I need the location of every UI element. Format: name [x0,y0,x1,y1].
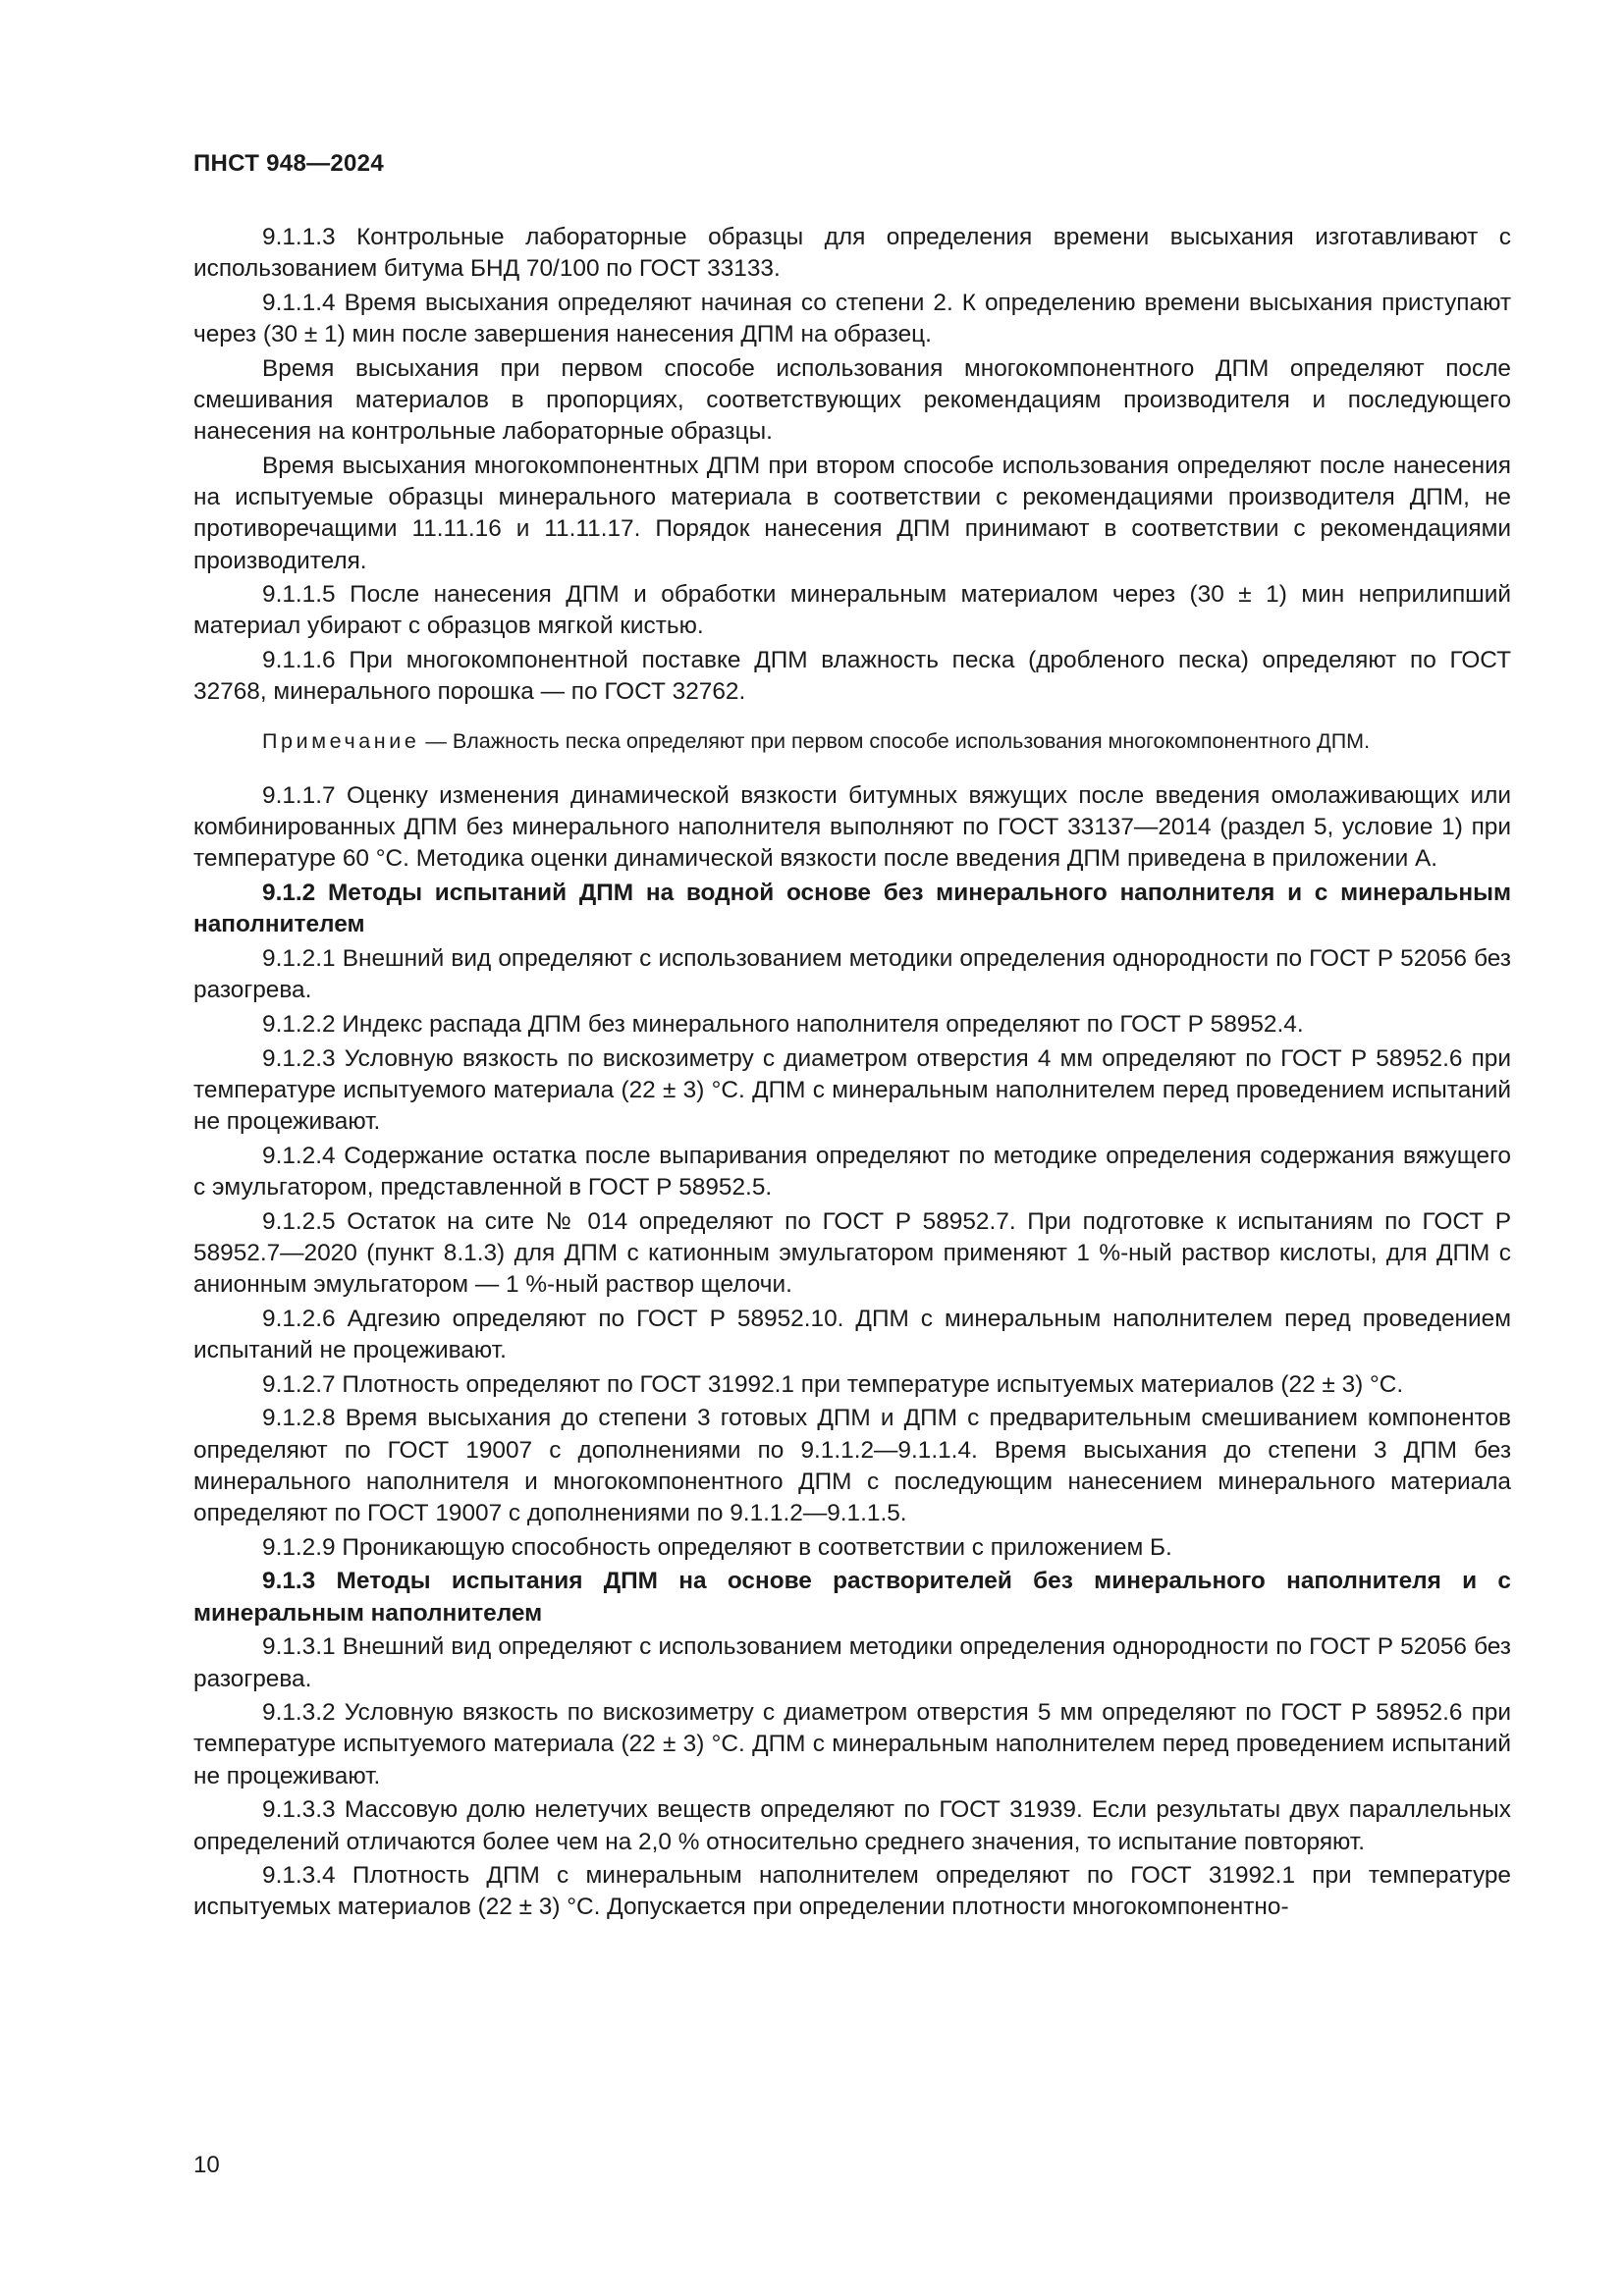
paragraph: 9.1.2.1 Внешний вид определяют с использованием методики определения однородности по ГОСТ Р 52056 без разогрева. [193,945,1511,1004]
paragraph: 9.1.3.1 Внешний вид определяют с использованием методики определения однородности по ГОСТ Р 52056 без разогрева. [193,1633,1511,1692]
section-heading: 9.1.2 Методы испытаний ДПМ на водной основе без минерального наполнителя и с минеральным наполнителем [193,880,1511,938]
paragraph: Время высыхания многокомпонентных ДПМ при втором способе использования определяют после нанесения на испытуемые образцы минерального материала в соответствии с рекомендациями производителя ДПМ, не противоречащими 11.11.16 и 11.11.17. Порядок нанесения ДПМ принимают в соответствии с рекомендациями производителя. [193,452,1511,574]
paragraph: 9.1.3.4 Плотность ДПМ с минеральным наполнителем определяют по ГОСТ 31992.1 при температуре испытуемых материалов (22 ± 3) °С. Допускается при определении плотности многокомпонентно- [193,1862,1511,1921]
document-code-header: ПНСТ 948—2024 [193,150,384,177]
paragraph: 9.1.1.6 При многокомпонентной поставке ДПМ влажность песка (дробленого песка) определяют по ГОСТ 32768, минерального порошка — по ГОСТ 32762. [193,647,1511,706]
paragraph: 9.1.3.2 Условную вязкость по вискозиметру с диаметром отверстия 5 мм определяют по ГОСТ Р 58952.6 при температуре испытуемого материала (22 ± 3) °С. ДПМ с минеральным наполнителем перед проведением испытаний не процеживают. [193,1699,1511,1789]
paragraph: 9.1.2.4 Содержание остатка после выпаривания определяют по методике определения содержания вяжущего с эмульгатором, представленной в ГОСТ Р 58952.5. [193,1142,1511,1201]
paragraph: 9.1.1.7 Оценку изменения динамической вязкости битумных вяжущих после введения омолаживающих или комбинированных ДПМ без минерального наполнителя выполняют по ГОСТ 33137—2014 (раздел 5, условие 1) при температуре 60 °С. Методика оценки динамической вязкости после введения ДПМ приведена в приложении А. [193,782,1511,873]
paragraph-group-after-note [193,780,1511,1924]
note-label: Примечание [262,728,420,753]
paragraph: 9.1.3.3 Массовую долю нелетучих веществ определяют по ГОСТ 31939. Если результаты двух параллельных определений отличаются более чем на 2,0 % относительно среднего значения, то испытание повторяют. [193,1796,1511,1855]
paragraph: 9.1.2.7 Плотность определяют по ГОСТ 31992.1 при температуре испытуемых материалов (22 ± 3) °С. [262,1370,1404,1398]
page-number: 10 [193,2152,220,2178]
paragraph: 9.1.2.9 Проникающую способность определяют в соответствии с приложением Б. [262,1533,1172,1561]
note-text: — Влажность песка определяют при первом способе использования многокомпонентного ДПМ. [419,728,1371,753]
paragraph-group-before-note [193,222,1511,709]
paragraph: 9.1.1.3 Контрольные лабораторные образцы для определения времени высыхания изготавливают с использованием битума БНД 70/100 по ГОСТ 33133. [193,224,1511,283]
paragraph: 9.1.1.4 Время высыхания определяют начиная со степени 2. К определению времени высыхания приступают через (30 ± 1) мин после завершения нанесения ДПМ на образец. [193,289,1511,348]
section-heading: 9.1.3 Методы испытания ДПМ на основе растворителей без минерального наполнителя и с минеральным наполнителем [193,1568,1511,1627]
paragraph: 9.1.2.5 Остаток на сите № 014 определяют по ГОСТ Р 58952.7. При подготовке к испытаниям по ГОСТ Р 58952.7—2020 (пункт 8.1.3) для ДПМ с катионным эмульгатором применяют 1 %-ный раствор кислоты, для ДПМ с анионным эмульгатором — 1 %-ный раствор щелочи. [193,1207,1511,1299]
paragraph: 9.1.2.8 Время высыхания до степени 3 готовых ДПМ и ДПМ с предварительным смешиванием компонентов определяют по ГОСТ 19007 с дополнениями по 9.1.1.2—9.1.1.4. Время высыхания до степени 3 ДПМ без минерального наполнителя и многокомпонентного ДПМ с последующим нанесением минерального материала определяют по ГОСТ 19007 с дополнениями по 9.1.1.2—9.1.1.5. [193,1405,1511,1527]
paragraph: Время высыхания при первом способе использования многокомпонентного ДПМ определяют после смешивания материалов в пропорциях, соответствующих рекомендациям производителя и последующего нанесения на контрольные лабораторные образцы. [193,354,1511,446]
paragraph: 9.1.2.2 Индекс распада ДПМ без минерального наполнителя определяют по ГОСТ Р 58952.4. [262,1010,1304,1038]
document-body [193,222,1511,1926]
paragraph: 9.1.1.5 После нанесения ДПМ и обработки минеральным материалом через (30 ± 1) мин неприлипший материал убирают с образцов мягкой кистью. [193,581,1511,640]
note-paragraph [193,725,1511,758]
paragraph: 9.1.2.6 Адгезию определяют по ГОСТ Р 58952.10. ДПМ с минеральным наполнителем перед проведением испытаний не процеживают. [193,1305,1511,1363]
paragraph: 9.1.2.3 Условную вязкость по вискозиметру с диаметром отверстия 4 мм определяют по ГОСТ Р 58952.6 при температуре испытуемого материала (22 ± 3) °С. ДПМ с минеральным наполнителем перед проведением испытаний не процеживают. [193,1044,1511,1136]
